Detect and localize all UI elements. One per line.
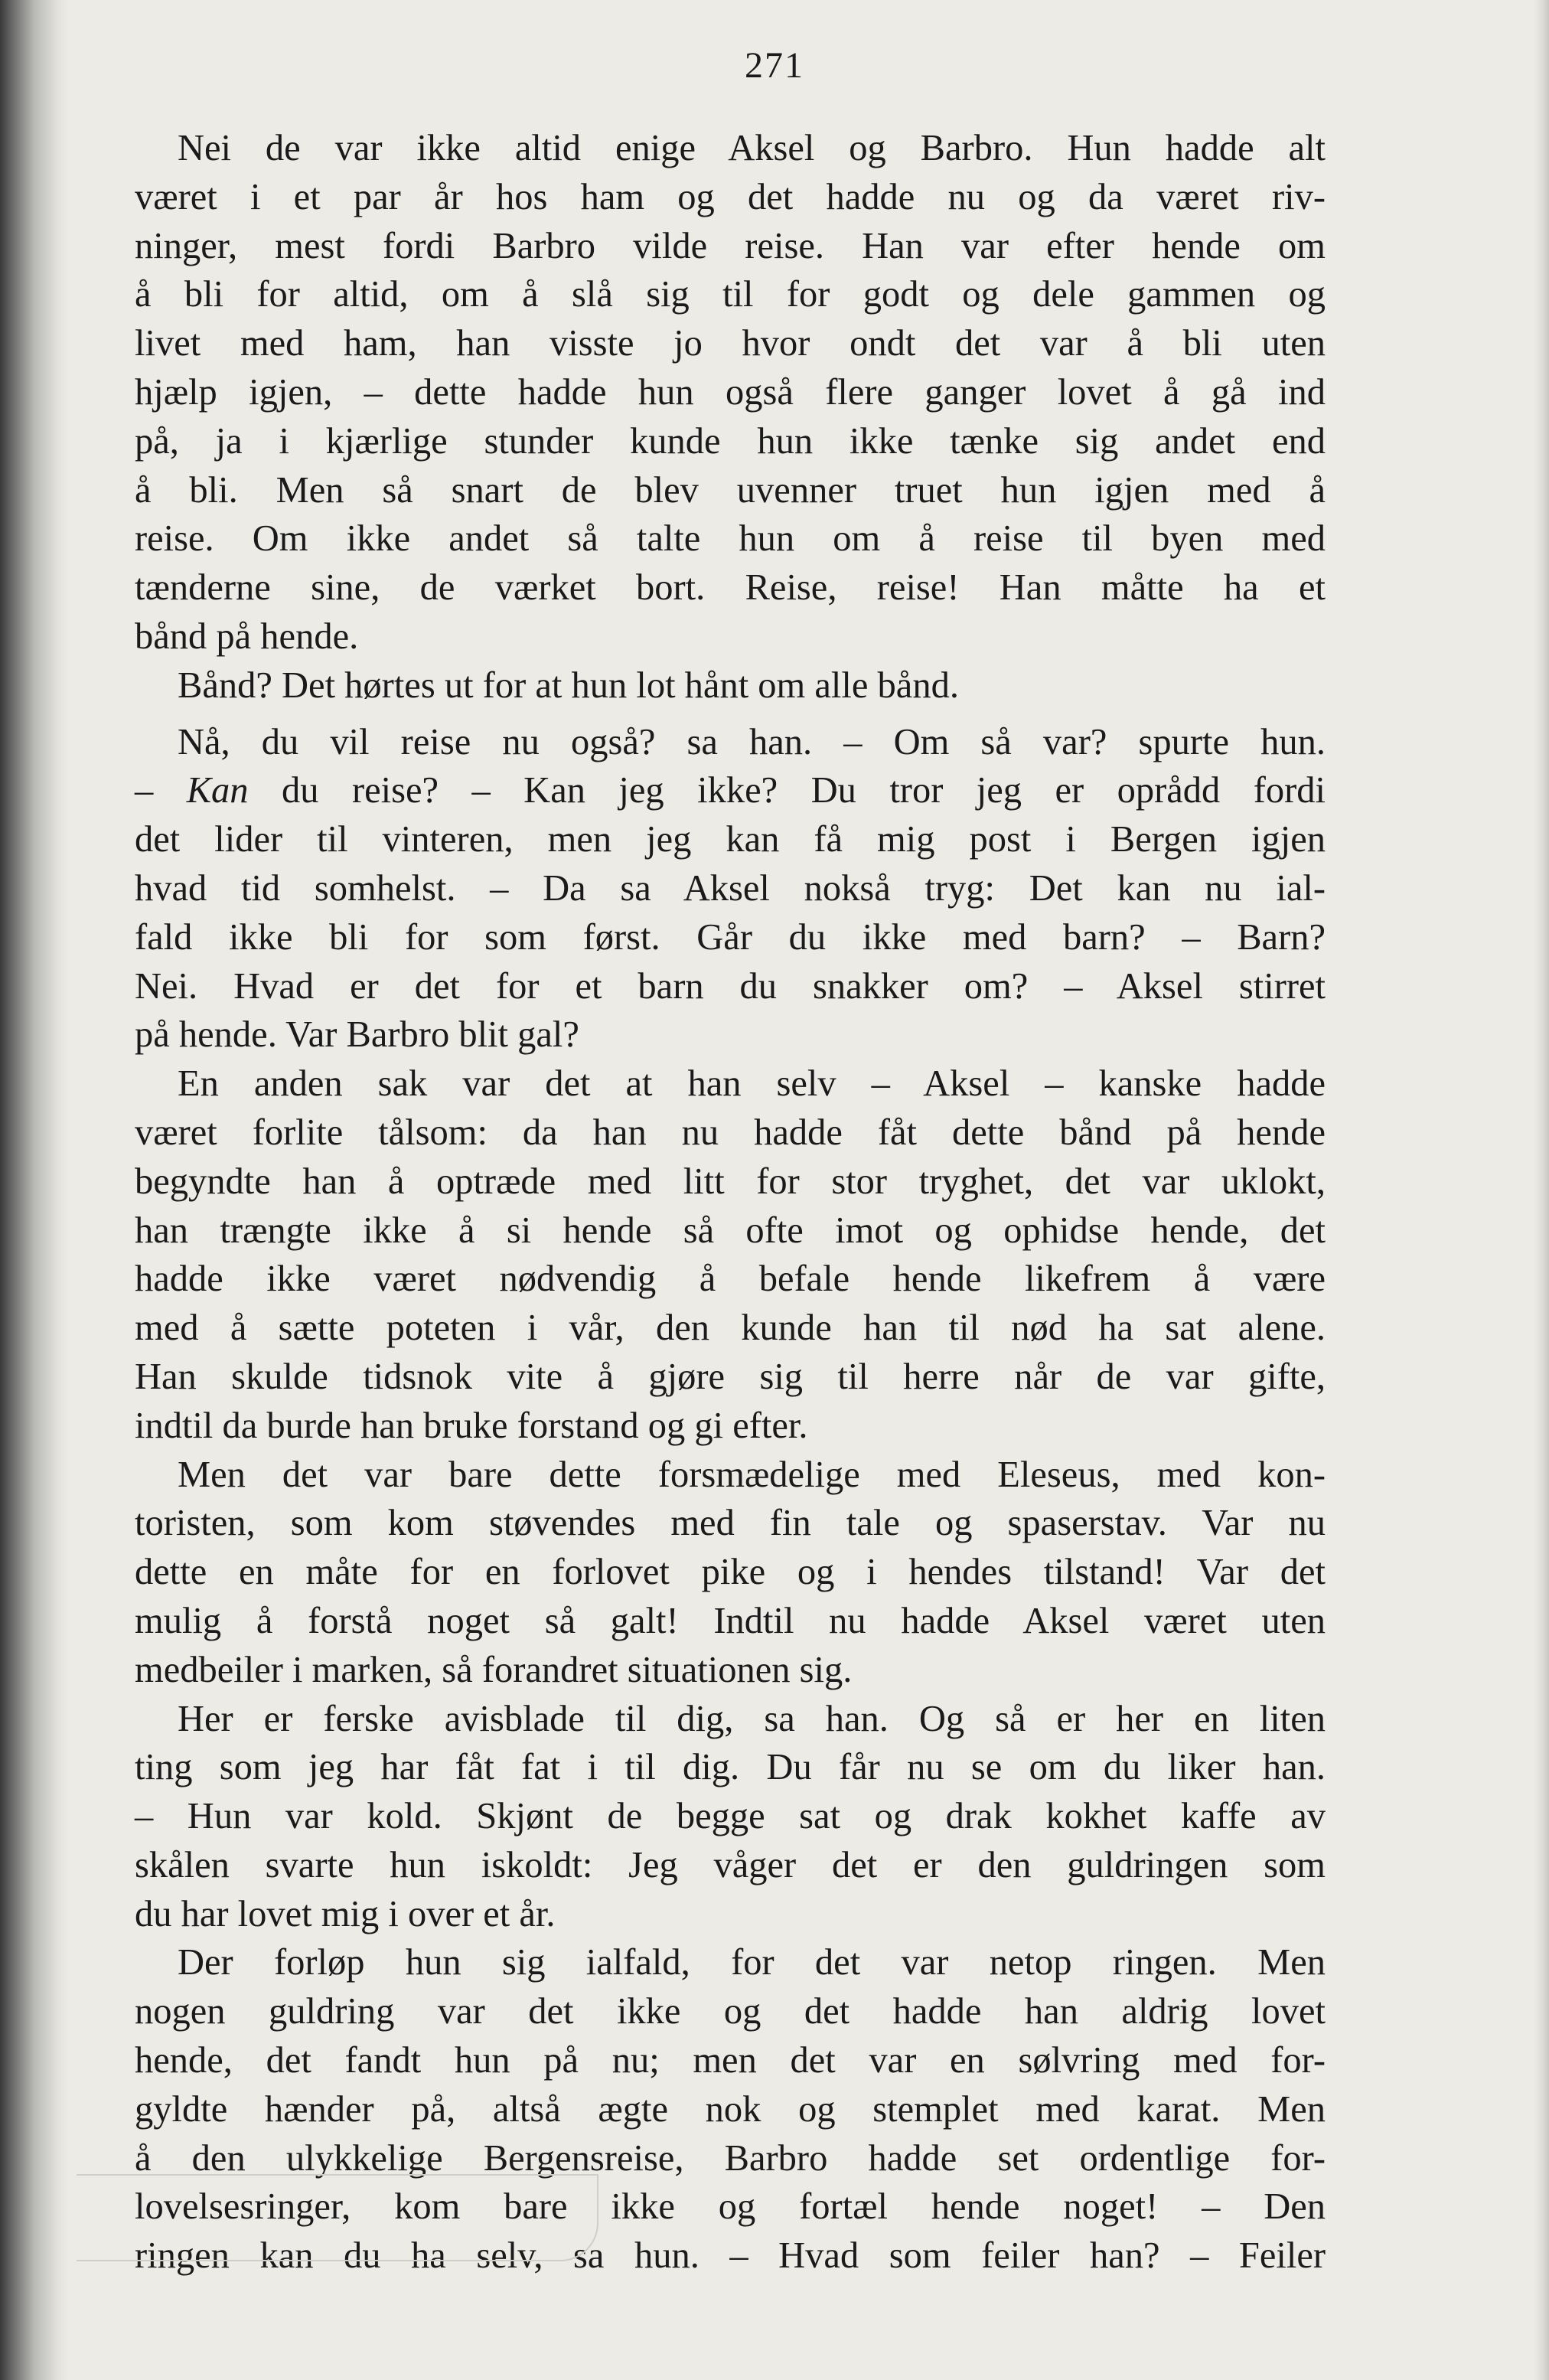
- text-line: hvad tid somhelst. – Da sa Aksel nokså tryg: Det kan nu ial-: [135, 867, 1326, 909]
- text-line: – Hun var kold. Skjønt de begge sat og drak kokhet kaffe av: [135, 1796, 1326, 1837]
- text-line: været i et par år hos ham og det hadde nu og da været riv-: [135, 176, 1326, 217]
- text-line: hadde ikke været nødvendig å befale hende likefrem å være: [135, 1259, 1326, 1300]
- paragraph: [135, 661, 1326, 710]
- text-line: Nei. Hvad er det for et barn du snakker om? – Aksel stirret: [135, 965, 1326, 1007]
- text-line: Der forløp hun sig ialfald, for det var netop ringen. Men: [178, 1942, 1326, 1983]
- text-line: Her er ferske avisblade til dig, sa han. Og så er her en liten: [178, 1698, 1326, 1739]
- book-spine-shadow: [0, 0, 69, 2380]
- text-line: hjælp igjen, – dette hadde hun også flere ganger lovet å gå ind: [135, 371, 1326, 413]
- text-line: å bli. Men så snart de blev uvenner truet hun igjen med å: [135, 469, 1326, 511]
- text-line: mulig å forstå noget så galt! Indtil nu hadde Aksel været uten: [135, 1600, 1326, 1641]
- page-number: 271: [745, 45, 804, 86]
- dash: –: [135, 770, 154, 811]
- text-line: hende, det fandt hun på nu; men det var en sølvring med for-: [135, 2040, 1326, 2081]
- text-line: Bånd? Det hørtes ut for at hun lot hånt om alle bånd.: [178, 664, 959, 706]
- text-line: skålen svarte hun iskoldt: Jeg våger det er den guldringen som: [135, 1844, 1326, 1885]
- page-edge: [1534, 0, 1549, 2380]
- text-line: toristen, som kom støvendes med fin tale og spaserstav. Var nu: [135, 1503, 1326, 1544]
- text-line: Nå, du vil reise nu også? sa han. – Om så var? spurte hun.: [178, 721, 1326, 762]
- text-line: han trængte ikke å si hende så ofte imot og ophidse hende, det: [135, 1210, 1326, 1251]
- text-line: livet med ham, han visste jo hvor ondt det var å bli uten: [135, 323, 1326, 364]
- text-line: ringen kan du ha selv, sa hun. – Hvad som feiler han? – Feiler: [135, 2235, 1326, 2277]
- text-line: å den ulykkelige Bergensreise, Barbro hadde set ordentlige for-: [135, 2137, 1326, 2179]
- line-rest: du reise? – Kan jeg ikke? Du tror jeg er oprådd fordi: [282, 770, 1326, 811]
- paragraph: [135, 1695, 1326, 1939]
- paragraph: [135, 1059, 1326, 1450]
- text-line: reise. Om ikke andet så talte hun om å reise til byen med: [135, 518, 1326, 560]
- text-line: å bli for altid, om å slå sig til for godt og dele gammen og: [135, 274, 1326, 315]
- text-line: medbeiler i marken, så forandret situationen sig.: [135, 1649, 853, 1690]
- paragraph: [135, 124, 1326, 661]
- text-line: Nei de var ikke altid enige Aksel og Barbro. Hun hadde alt: [178, 128, 1326, 168]
- text-line: begyndte han å optræde med litt for stor tryghet, det var uklokt,: [135, 1161, 1326, 1202]
- body-text: [135, 124, 1326, 2280]
- text-line: dette en måte for en forlovet pike og i hendes tilstand! Var det: [135, 1552, 1326, 1593]
- text-line: med å sætte poteten i vår, den kunde han til nød ha sat alene.: [135, 1308, 1326, 1349]
- text-line: bånd på hende.: [135, 615, 359, 657]
- text-line: Men det var bare dette forsmædelige med Eleseus, med kon-: [178, 1454, 1326, 1495]
- text-line: været forlite tålsom: da han nu hadde fåt dette bånd på hende: [135, 1112, 1326, 1153]
- text-line: ting som jeg har fåt fat i til dig. Du får nu se om du liker han.: [135, 1747, 1326, 1788]
- text-line: Han skulde tidsnok vite å gjøre sig til herre når de var gifte,: [135, 1356, 1326, 1397]
- text-line: En anden sak var det at han selv – Aksel – kanske hadde: [178, 1063, 1326, 1105]
- italic-word: Kan: [186, 770, 249, 811]
- text-line: indtil da burde han bruke forstand og gi efter.: [135, 1405, 808, 1446]
- text-line: det lider til vinteren, men jeg kan få mig post i Bergen igjen: [135, 819, 1326, 860]
- text-line: ninger, mest fordi Barbro vilde reise. Han var efter hende om: [135, 225, 1326, 266]
- faint-label-outline: [77, 2174, 598, 2261]
- text-line: tænderne sine, de værket bort. Reise, reise! Han måtte ha et: [135, 567, 1326, 609]
- text-line: lovelsesringer, kom bare ikke og fortæl hende noget! – Den: [135, 2186, 1326, 2228]
- text-line: fald ikke bli for som først. Går du ikke med barn? – Barn?: [135, 916, 1326, 958]
- text-line: på hende. Var Barbro blit gal?: [135, 1014, 579, 1056]
- paragraph: [135, 718, 1326, 1060]
- text-line: nogen guldring var det ikke og det hadde han aldrig lovet: [135, 1991, 1326, 2032]
- text-line: du har lovet mig i over et år.: [135, 1893, 556, 1934]
- paragraph: [135, 1451, 1326, 1695]
- text-line: [135, 766, 1326, 815]
- text-line: på, ja i kjærlige stunder kunde hun ikke tænke sig andet end: [135, 420, 1326, 462]
- text-line: gyldte hænder på, altså ægte nok og stemplet med karat. Men: [135, 2088, 1326, 2130]
